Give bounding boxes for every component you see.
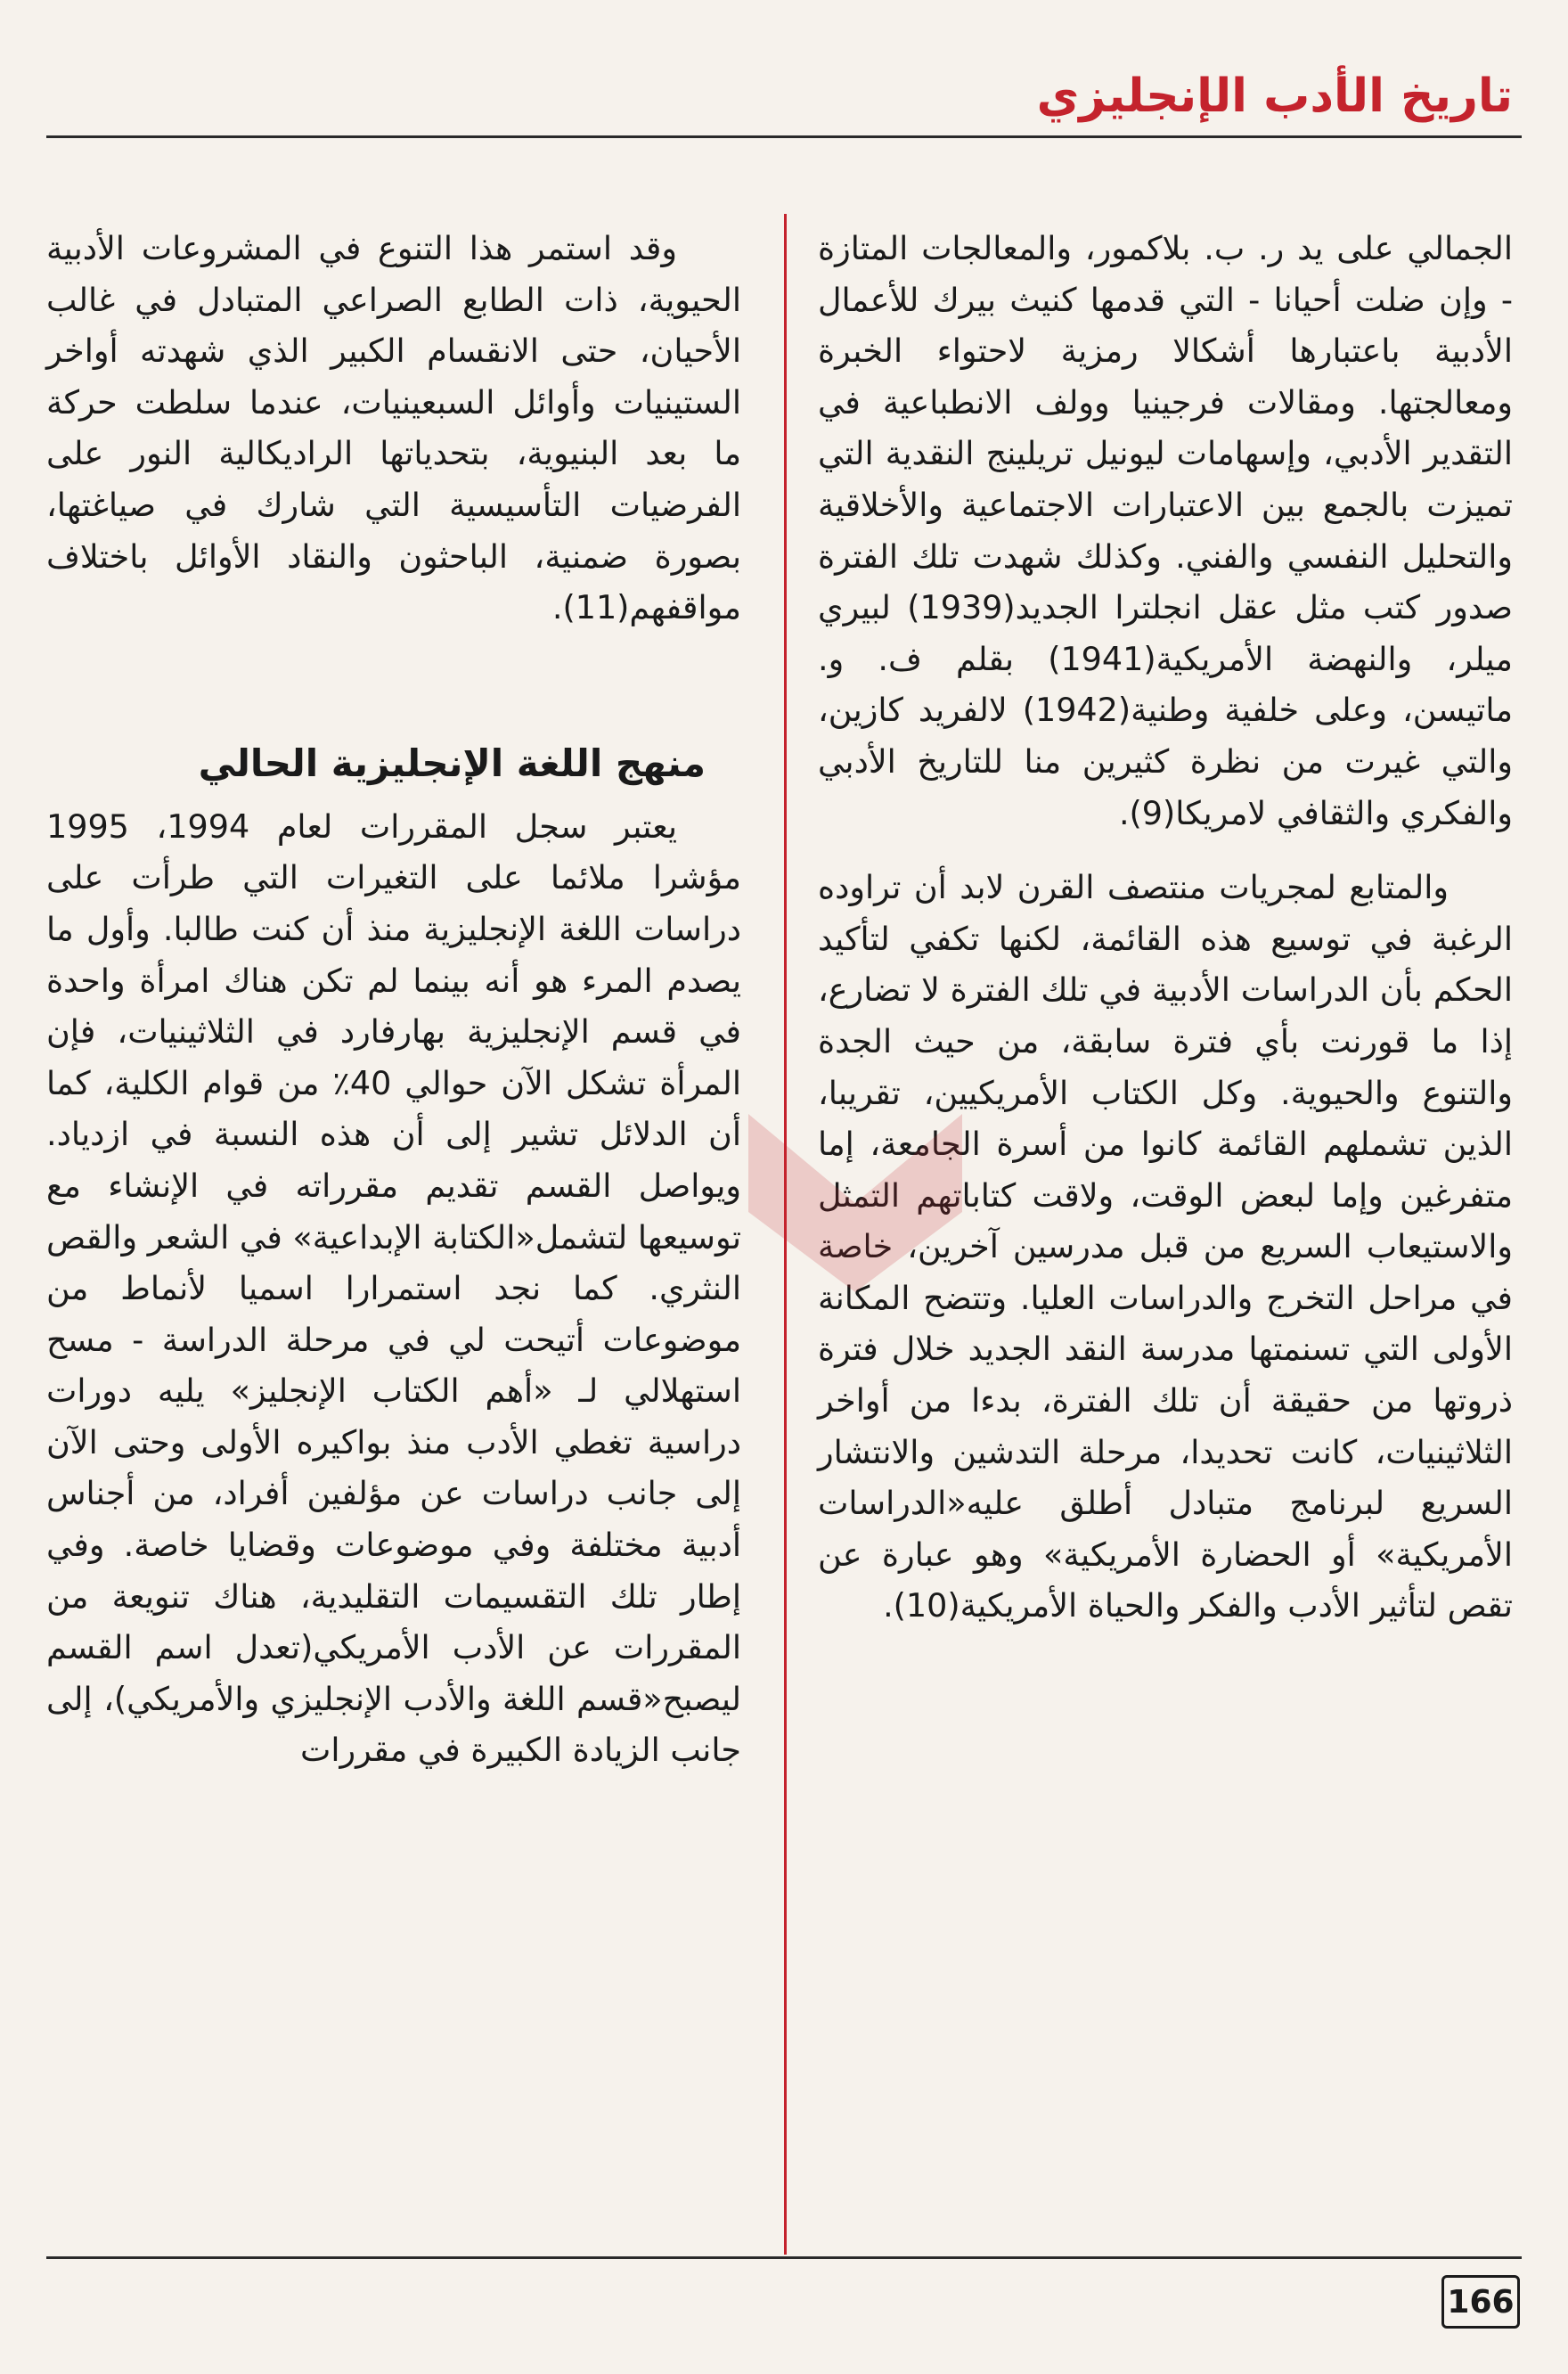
right-column [818,223,1513,1632]
header-rule [46,135,1522,138]
footer-rule [46,2256,1522,2259]
left-paragraph-1: وقد استمر هذا التنوع في المشروعات الأدبية الحيوية، ذات الطابع الصراعي المتبادل في غالب الأحيان، حتى الانقسام الكبير الذي شهدته أواخر الستينيات وأوائل السبعينيات، عندما سلطت حركة ما بعد البنيوية، بتحدياتها الراديكالية النور على الفرضيات التأسيسية التي شارك في صياغتها، بصورة ضمنية، الباحثون والنقاد الأوائل باختلاف مواقفهم(11). [46,229,741,627]
right-paragraph-2: والمتابع لمجريات منتصف القرن لابد أن تراوده الرغبة في توسيع هذه القائمة، لكنها تكفي لتأكيد الحكم بأن الدراسات الأدبية في تلك الفترة لا تضارع، إذا ما قورنت بأي فترة سابقة، من حيث الجدة والتنوع والحيوية. وكل الكتاب الأمريكيين، تقريبا، الذين تشملهم القائمة كانوا من أسرة الجامعة، إما متفرغين وإما لبعض الوقت، ولاقت كتاباتهم التمثل والاستيعاب السريع من قبل مدرسين آخرين، خاصة في مراحل التخرج والدراسات العليا. وتتضح المكانة الأولى التي تسنمتها مدرسة النقد الجديد خلال فترة ذروتها من حقيقة أن تلك الفترة، بدءا من أواخر الثلاثينيات، كانت تحديدا، مرحلة التدشين والانتشار السريع لبرنامج متبادل أطلق عليه«الدراسات الأمريكية» أو الحضارة الأمريكية» وهو عبارة عن تقص لتأثير الأدب والفكر والحياة الأمريكية(10). [818,868,1513,1625]
right-paragraph-1: الجمالي على يد ر. ب. بلاكمور، والمعالجات المتازة - وإن ضلت أحيانا - التي قدمها كنيث بيرك للأعمال الأدبية باعتبارها أشكالا رمزية لاحتواء الخبرة ومعالجتها. ومقالات فرجينيا وولف الانطباعية في التقدير الأدبي، وإسهامات ليونيل تريلينج النقدية التي تميزت بالجمع بين الاعتبارات الاجتماعية والأخلاقية والتحليل النفسي والفني. وكذلك شهدت تلك الفترة صدور كتب مثل عقل انجلترا الجديد(1939) لبيري ميلر، والنهضة الأمريكية(1941) بقلم ف. و. ماتيسن، وعلى خلفية وطنية(1942) لالفريد كازين، والتي غيرت من نظرة كثيرين منا للتاريخ الأدبي والفكري والثقافي لامريكا(9). [818,229,1513,832]
left-paragraph-2: يعتبر سجل المقررات لعام 1994، 1995 مؤشرا ملائما على التغيرات التي طرأت على دراسات اللغة الإنجليزية منذ أن كنت طالبا. وأول ما يصدم المرء هو أنه بينما لم تكن هناك امرأة واحدة في قسم الإنجليزية بهارفارد في الثلاثينيات، فإن المرأة تشكل الآن حوالي 40٪ من قوام الكلية، كما أن الدلائل تشير إلى أن هذه النسبة في ازدياد. ويواصل القسم تقديم مقرراته في الإنشاء مع توسيعها لتشمل«الكتابة الإبداعية» في الشعر والقص النثري. كما نجد استمرارا اسميا لأنماط من موضوعات أتيحت لي في مرحلة الدراسة - مسح استهلالي لـ «أهم الكتاب الإنجليز» يليه دورات دراسية تغطي الأدب منذ بواكيره الأولى وحتى الآن إلى جانب دراسات عن مؤلفين أفراد، من أجناس أدبية مختلفة وفي موضوعات وقضايا خاصة. وفي إطار تلك التقسيمات التقليدية، هناك تنويعة من المقررات عن الأدب الأمريكي(تعدل اسم القسم ليصبح«قسم اللغة والأدب الإنجليزي والأمريكي)، إلى جانب الزيادة الكبيرة في مقررات [46,806,741,1770]
page-number: 166 [1441,2275,1520,2329]
column-divider [784,214,787,2255]
left-column [46,223,741,1776]
section-heading: منهج اللغة الإنجليزية الحالي [198,741,706,785]
running-header-title: تاريخ الأدب الإنجليزي [1036,70,1513,123]
